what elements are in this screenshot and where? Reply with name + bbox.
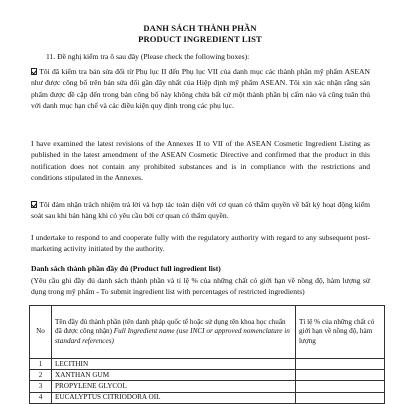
english-declaration-1: I have examined the latest revisions of the Annexes II to VII of the ASEAN Cosmetic Ingredient Listing as published in the latest amendment of the ASEAN Cosmetic Directive and confirmed that the product in this notification does not contain any prohibited substances and is in compliance with the restrictions and conditions stipulated in the Annexes. [31, 139, 370, 182]
table-row [30, 359, 385, 370]
row-number: 2 [30, 370, 52, 381]
row-number: 3 [30, 381, 52, 392]
ingredient-name: PROPYLENE GLYCOL [52, 381, 296, 392]
checkbox-1-text: Tôi đã kiểm tra bản sửa đổi từ Phụ lục II đến Phụ lục VII của danh mục các thành phần mỹ phẩm ASEAN như được công bố trên bản sửa đổi gần đây nhất của Hiệp định mỹ phẩm ASEAN. Tôi xin xác nhận rằng sản phẩm được đề cập đến trong bản công bố này không chứa bất cứ một thành phần bị cấm nào và cũng tuân thủ với danh mục hạn chế và các điều kiện quy định trong các phụ lục. [31, 67, 370, 110]
document-title-vi: DANH SÁCH THÀNH PHẦN [143, 23, 257, 33]
ingredient-percentage [296, 381, 385, 392]
checkbox-paragraph-1 [31, 66, 370, 111]
ingredient-percentage [296, 392, 385, 403]
ingredient-name: LECITHIN [52, 359, 296, 370]
table-header-row [30, 306, 385, 359]
row-number: 1 [30, 359, 52, 370]
column-header-ingredient-name [52, 306, 296, 359]
table-row [30, 381, 385, 392]
row-number: 4 [30, 392, 52, 403]
ingredient-name: XANTHAN GUM [52, 370, 296, 381]
checkbox-paragraph-2 [31, 199, 370, 222]
checkbox-2-text: Tôi đảm nhận trách nhiệm trả lời và hợp tác toàn diện với cơ quan có thẩm quyền về bất kỳ hoạt động kiểm soát sau khi bán hàng khi có yêu cầu bởi cơ quan có thẩm quyền. [31, 200, 370, 221]
document-title-en: PRODUCT INGREDIENT LIST [138, 34, 262, 44]
column-header-name-vi: Tên đầy đủ thành phần (tên danh pháp quốc tế hoặc sử dụng tên khoa học chuẩn đã được công nhận) [55, 318, 286, 336]
ingredient-percentage [296, 370, 385, 381]
full-ingredient-list-heading: Danh sách thành phần đầy đủ (Product full ingredient list) [31, 264, 221, 273]
ingredient-name: EUCALYPTUS CITRIODORA OIL [52, 392, 296, 403]
english-declaration-2: I undertake to respond to and cooperate fully with the regulatory authority with regard to any subsequent post-marketing activity initiated by the authority. [31, 233, 370, 254]
column-header-no: No [30, 306, 52, 359]
table-row [30, 392, 385, 403]
column-header-name-en: Full Ingredient name (use INCI or approved nomenclature in standard references) [55, 327, 290, 345]
section-11-heading: 11. Đề nghị kiểm tra ô sau đây (Please check the following boxes): [46, 52, 250, 61]
full-ingredient-list-instruction: (Yêu cầu ghi đầy đủ danh sách thành phần và tỉ lệ % của những chất có giới hạn về nồng độ, hàm lượng sử dụng trong mỹ phẩm - To submit ingredient list with percentages of restricted ingredients) [31, 276, 370, 297]
checked-checkbox-1[interactable] [31, 68, 37, 74]
ingredient-table [29, 305, 385, 404]
checked-checkbox-2[interactable] [31, 201, 37, 207]
column-header-percentage: Tỉ lệ % của những chất có giới hạn về nồng độ, hàm lượng [296, 306, 385, 359]
ingredient-percentage [296, 359, 385, 370]
table-row [30, 370, 385, 381]
